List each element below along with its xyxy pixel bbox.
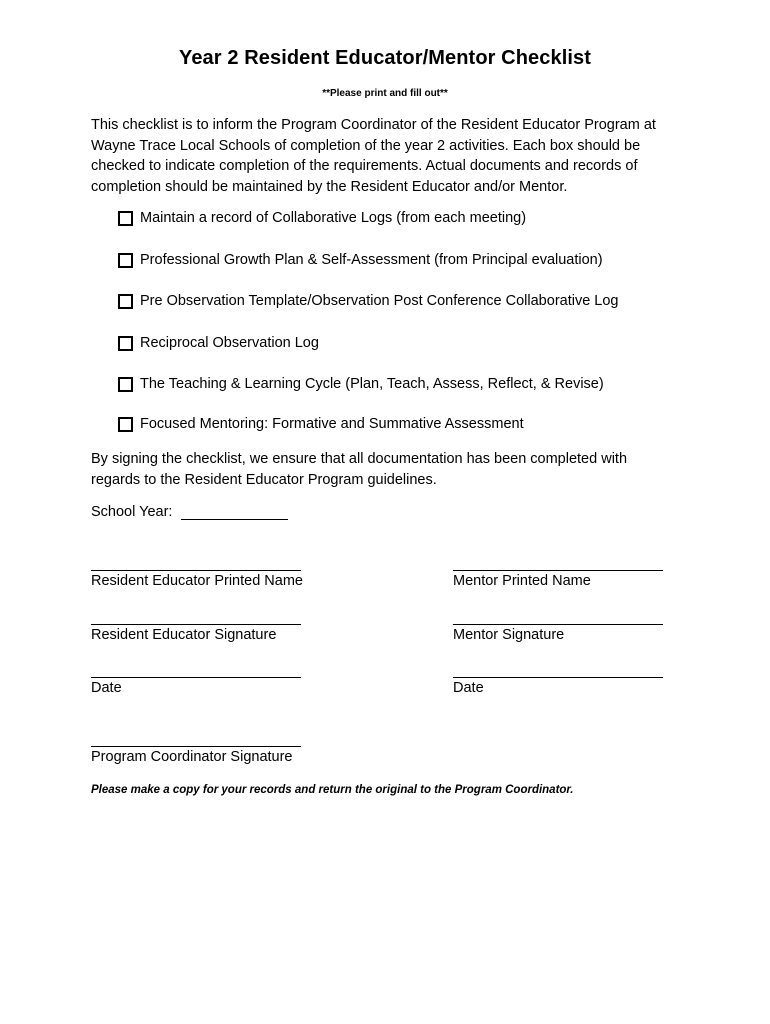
intro-line: This checklist is to inform the Program Coordinator of the Resident Educator Program at <box>91 117 656 133</box>
coordinator-signature-field[interactable] <box>91 746 301 765</box>
closing-line: regards to the Resident Educator Program guidelines. <box>91 471 437 488</box>
checkbox[interactable] <box>118 294 133 309</box>
checklist-item-label: Pre Observation Template/Observation Post Conference Collaborative Log <box>140 293 619 309</box>
re-printed-name-label: Resident Educator Printed Name <box>91 573 303 589</box>
checklist-item-label: Focused Mentoring: Formative and Summative Assessment <box>140 416 524 432</box>
footer-note: Please make a copy for your records and return the original to the Program Coordinator. <box>91 784 574 796</box>
intro-line: Wayne Trace Local Schools of completion of the year 2 activities. Each box should be <box>91 137 641 154</box>
checklist-item-reciprocal-observation[interactable] <box>118 332 319 354</box>
checklist-item-growth-plan[interactable] <box>118 249 603 271</box>
mentor-date-field[interactable] <box>453 677 663 696</box>
re-printed-name-field[interactable] <box>91 570 301 589</box>
mentor-signature-label: Mentor Signature <box>453 627 565 643</box>
intro-line: checked to indicate completion of the requirements. Actual documents and records of <box>91 158 638 174</box>
coordinator-signature-label: Program Coordinator Signature <box>91 749 293 765</box>
intro-paragraph <box>91 115 691 197</box>
checklist-item-focused-mentoring[interactable] <box>118 413 524 435</box>
school-year-label: School Year: <box>91 504 173 520</box>
checkbox[interactable] <box>118 417 133 432</box>
re-signature-label: Resident Educator Signature <box>91 627 277 643</box>
signature-line <box>91 570 301 571</box>
school-year-input-line[interactable] <box>181 505 288 520</box>
checklist-item-label: The Teaching & Learning Cycle (Plan, Teach, Assess, Reflect, & Revise) <box>140 376 604 392</box>
checkbox[interactable] <box>118 336 133 351</box>
closing-line: By signing the checklist, we ensure that all documentation has been completed with <box>91 451 628 467</box>
re-signature-field[interactable] <box>91 624 301 643</box>
checklist-item-label: Maintain a record of Collaborative Logs (from each meeting) <box>140 210 527 226</box>
mentor-printed-name-label: Mentor Printed Name <box>453 573 591 589</box>
school-year-field <box>91 504 288 520</box>
closing-paragraph <box>91 449 691 490</box>
mentor-date-label: Date <box>453 680 484 696</box>
signature-line <box>453 624 663 625</box>
signature-line <box>91 624 301 625</box>
checklist-item-teaching-cycle[interactable] <box>118 373 604 395</box>
page-title: Year 2 Resident Educator/Mentor Checklist <box>179 47 591 69</box>
signature-line <box>453 677 663 678</box>
mentor-printed-name-field[interactable] <box>453 570 663 589</box>
signature-line <box>91 677 301 678</box>
re-date-field[interactable] <box>91 677 301 696</box>
checklist-item-label: Reciprocal Observation Log <box>140 335 319 351</box>
checklist-item-collaborative-logs[interactable] <box>118 207 526 229</box>
checkbox[interactable] <box>118 211 133 226</box>
checkbox[interactable] <box>118 253 133 268</box>
intro-line: completion should be maintained by the Resident Educator and/or Mentor. <box>91 178 568 195</box>
re-date-label: Date <box>91 680 122 696</box>
checklist-item-label: Professional Growth Plan & Self-Assessment (from Principal evaluation) <box>140 252 603 268</box>
signature-line <box>91 746 301 747</box>
page-subtitle: **Please print and fill out** <box>322 88 448 99</box>
signature-line <box>453 570 663 571</box>
checklist-item-observation-template[interactable] <box>118 290 619 312</box>
checkbox[interactable] <box>118 377 133 392</box>
mentor-signature-field[interactable] <box>453 624 663 643</box>
